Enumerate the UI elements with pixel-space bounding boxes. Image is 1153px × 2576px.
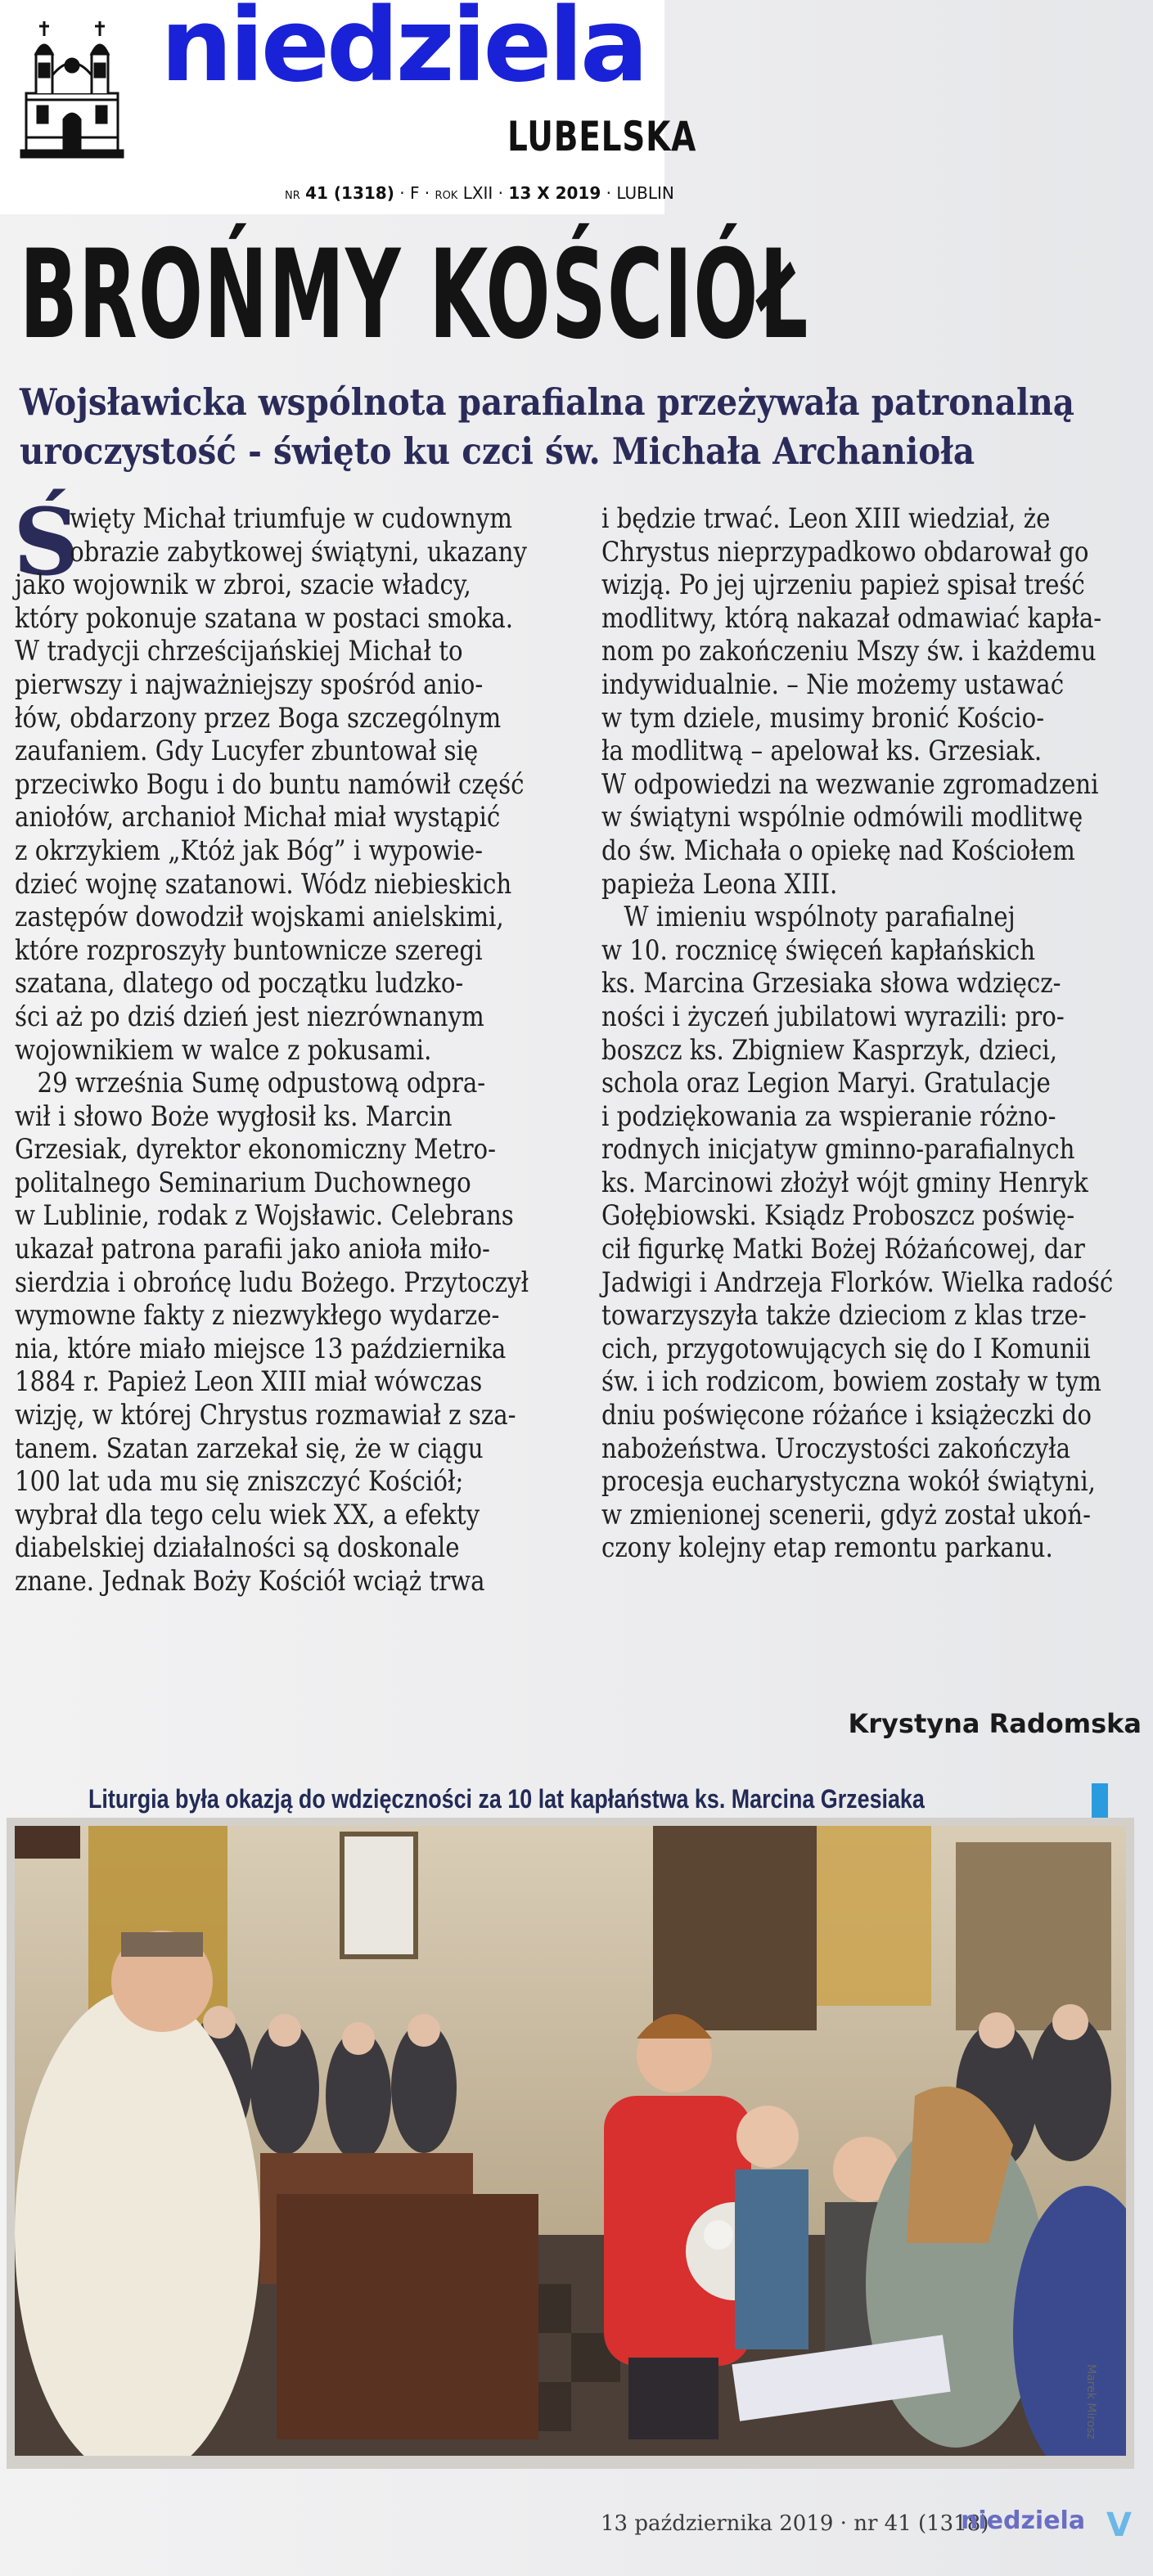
article-text-line: sierdzia i obrońcę ludu Bożego. Przytoczył <box>15 1266 529 1299</box>
article-author: Krystyna Radomska <box>848 1708 1142 1739</box>
church-photo-image <box>15 1826 1126 2456</box>
issue-year: LXII · <box>462 183 504 203</box>
article-text-line: ności i życzeń jubilatowi wyrazili: pro- <box>601 1000 1065 1033</box>
article-text-line: który pokonuje szatana w postaci smoka. <box>15 601 514 635</box>
article-text-line: czony kolejny etap remontu parkanu. <box>601 1531 1053 1565</box>
article-text-line: ks. Marcina Grzesiaka słowa wdzięcz- <box>601 967 1061 1000</box>
article-text-line: w 10. rocznicę święceń kapłańskich <box>601 933 1036 967</box>
article-text-line: pierwszy i najważniejszy spośród anio- <box>15 668 484 701</box>
article-text-line: w zmienionej scenerii, gdyż został ukoń- <box>601 1498 1091 1531</box>
article-text-line: wizją. Po jej ujrzeniu papież spisał treść <box>601 569 1085 602</box>
article-text-line: wymowne fakty z niezwykłego wydarze- <box>15 1299 500 1333</box>
article-text-line: tanem. Szatan zarzekał się, że w ciągu <box>15 1432 484 1465</box>
article-text-line: nom po zakończeniu Mszy św. i każdemu <box>601 635 1097 668</box>
article-text-line: Jadwigi i Andrzeja Florków. Wielka radość <box>601 1266 1114 1299</box>
issue-date: 13 X 2019 <box>508 183 601 203</box>
article-text-line: znane. Jednak Boży Kościół wciąż trwa <box>15 1565 485 1598</box>
article-text-line: które rozproszyły buntownicze szeregi <box>15 933 483 967</box>
issue-section: · F · <box>399 183 430 203</box>
article-text-line: jako wojownik w zbroi, szacie władcy, <box>15 569 471 602</box>
article-text-line: ks. Marcinowi złożył wójt gminy Henryk <box>601 1166 1088 1199</box>
article-text-line: ści aż po dziś dzień jest niezrównanym <box>15 1000 484 1033</box>
article-text-line: wybrał dla tego celu wiek XX, a efekty <box>15 1498 480 1531</box>
article-title: BROŃMY KOŚCIÓŁ <box>20 224 809 366</box>
article-text-line: diabelskiej działalności są doskonale <box>15 1531 460 1565</box>
article-text-line: wizję, w której Chrystus rozmawiał z sza- <box>15 1399 516 1432</box>
article-text-line: i będzie trwać. Leon XIII wiedział, że <box>601 502 1051 535</box>
footer-issue-info: 13 października 2019 · nr 41 (1318) <box>601 2511 989 2536</box>
article-text-line: 29 września Sumę odpustową odpra- <box>37 1067 486 1100</box>
edition-name: LUBELSKA <box>507 113 697 160</box>
brand-title: niedziela <box>160 0 646 105</box>
article-text-line: zastępów dowodził wojskami anielskimi, <box>15 901 504 934</box>
article-text-line: z okrzykiem „Któż jak Bóg” i wypowie- <box>15 834 484 867</box>
article-text-line: W odpowiedzi na wezwanie zgromadzeni <box>601 767 1099 801</box>
lead-line: Wojsławicka wspólnota parafialna przeżywała patronalną <box>20 380 1075 424</box>
lead-line: uroczystość - święto ku czci św. Michała Archanioła <box>20 429 975 473</box>
article-text-line: przeciwko Bogu i do buntu namówił część <box>15 767 525 801</box>
article-text-line: nia, które miało miejsce 13 października <box>15 1332 507 1365</box>
article-text-line: cich, przygotowujących się do I Komunii <box>601 1332 1091 1365</box>
footer-brand: niedziela <box>961 2506 1086 2535</box>
article-text-line: 1884 r. Papież Leon XIII miał wówczas <box>15 1365 483 1399</box>
article-text-line: wił i słowo Boże wygłosił ks. Marcin <box>15 1099 453 1133</box>
drop-cap: Ś <box>13 489 79 596</box>
church-photo <box>15 1826 1126 2456</box>
photo-credit: Marek Mirosz <box>1084 2364 1098 2439</box>
article-text-line: indywidualnie. – Nie możemy ustawać <box>601 668 1065 701</box>
article-text-line: w świątyni wspólnie odmówili modlitwę <box>601 801 1083 834</box>
article-text-line: więty Michał triumfuje w cudownym <box>70 502 512 535</box>
article-text-line: obrazie zabytkowej świątyni, ukazany <box>70 535 528 569</box>
church-logo-icon <box>18 15 126 159</box>
article-text-line: cił figurkę Matki Bożej Różańcowej, dar <box>601 1233 1085 1266</box>
article-text-line: towarzyszyła także dzieciom z klas trze- <box>601 1299 1087 1333</box>
photo-caption: Liturgia była okazją do wdzięczności za 10 lat kapłaństwa ks. Marcina Grzesiaka <box>88 1784 925 1814</box>
article-text-line: W imieniu wspólnoty parafialnej <box>624 901 1016 934</box>
article-text-line: dniu poświęcone różańce i książeczki do <box>601 1399 1092 1432</box>
issue-line <box>285 183 674 203</box>
article-text-line: W tradycji chrześcijańskiej Michał to <box>15 635 463 668</box>
issue-nr-prefix: NR <box>285 190 300 202</box>
issue-year-prefix: ROK <box>435 190 458 202</box>
article-text-line: ukazał patrona parafii jako anioła miło- <box>15 1233 490 1266</box>
article-text-line: w tym dziele, musimy bronić Kościo- <box>601 701 1045 735</box>
article-text-line: Chrystus nieprzypadkowo obdarował go <box>601 535 1089 569</box>
article-text-line: procesja eucharystyczna wokół świątyni, <box>601 1465 1096 1499</box>
article-text-line: boszcz ks. Zbigniew Kasprzyk, dzieci, <box>601 1033 1058 1067</box>
article-text-line: papieża Leona XIII. <box>601 867 838 901</box>
article-text-line: dzieć wojnę szatanowi. Wódz niebieskich <box>15 867 512 901</box>
article-text-line: nabożeństwa. Uroczystości zakończyła <box>601 1432 1071 1465</box>
article-text-line: w Lublinie, rodak z Wojsławic. Celebrans <box>15 1199 514 1233</box>
article-text-line: wojownikiem w walce z pokusami. <box>15 1033 432 1067</box>
article-text-line: aniołów, archanioł Michał miał wystąpić <box>15 801 501 834</box>
article-text-line: i podziękowania za wspieranie różno- <box>601 1099 1056 1133</box>
article-text-line: św. i ich rodzicom, bowiem zostały w tym <box>601 1365 1101 1399</box>
article-text-line: Gołębiowski. Ksiądz Proboszcz poświę- <box>601 1199 1075 1233</box>
article-text-line: schola oraz Legion Maryi. Gratulacje <box>601 1067 1051 1100</box>
issue-city: · LUBLIN <box>606 183 674 203</box>
article-text-line: politalnego Seminarium Duchownego <box>15 1166 471 1199</box>
issue-number: 41 (1318) <box>305 183 394 203</box>
article-text-line: ła modlitwą – apelował ks. Grzesiak. <box>601 735 1043 768</box>
article-text-line: szatana, dlatego od początku ludzko- <box>15 967 464 1000</box>
article-text-line: 100 lat uda mu się zniszczyć Kościół; <box>15 1465 464 1499</box>
footer-mark: V <box>1106 2506 1132 2544</box>
article-text-line: zaufaniem. Gdy Lucyfer zbuntował się <box>15 735 479 768</box>
article-text-line: rodnych inicjatyw gminno-parafialnych <box>601 1133 1075 1167</box>
article-column-right <box>601 502 1150 1565</box>
article-text-line: do św. Michała o opiekę nad Kościołem <box>601 834 1075 867</box>
article-column-left <box>15 502 563 1598</box>
masthead <box>0 0 697 214</box>
article-text-line: łów, obdarzony przez Boga szczególnym <box>15 701 502 735</box>
article-text-line: Grzesiak, dyrektor ekonomiczny Metro- <box>15 1133 497 1167</box>
article-lead <box>20 378 1133 476</box>
article-text-line: modlitwy, którą nakazał odmawiać kapła- <box>601 601 1102 635</box>
